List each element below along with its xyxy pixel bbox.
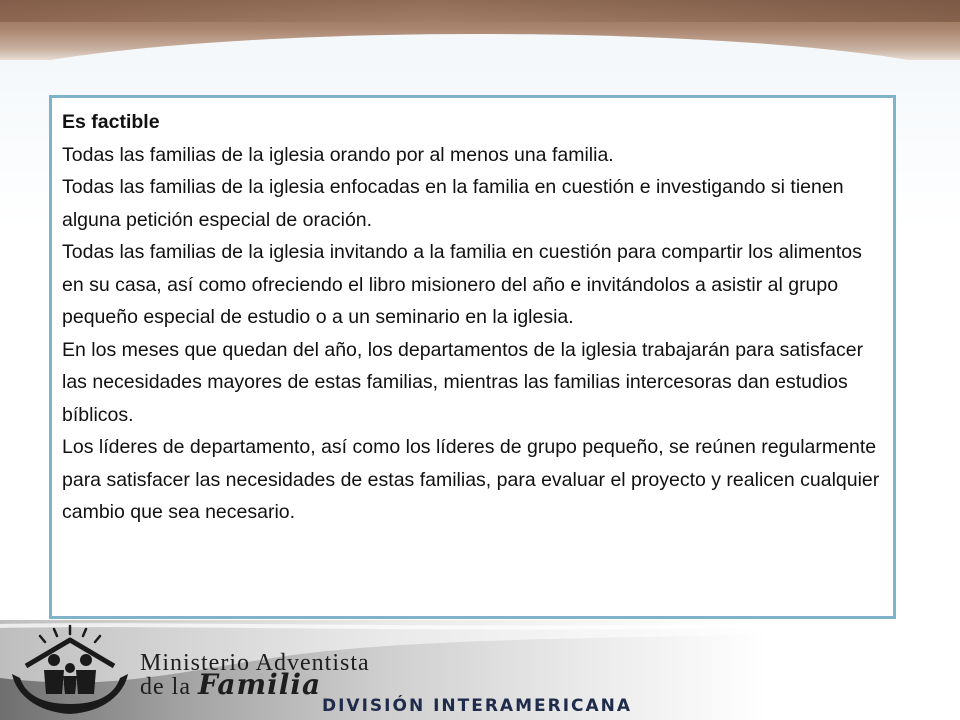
- ministry-name-line2: [140, 668, 370, 701]
- paragraph-1: Todas las familias de la iglesia orando por al menos una familia.: [62, 143, 614, 166]
- ministry-name-line1: Ministerio Adventista: [140, 650, 370, 676]
- division-label: DIVISIÓN INTERAMERICANA: [322, 696, 633, 716]
- paragraph-4: En los meses que quedan del año, los departamentos de la iglesia trabajarán para satisfacer las necesidades mayores de estas familias, mientras las familias intercesoras dan estudios bíblicos.: [62, 338, 864, 426]
- paragraph-5: Los líderes de departamento, así como los líderes de grupo pequeño, se reúnen regularmente para satisfacer las necesidades de estas familias, para evaluar el proyecto y realicen cualquier cambio que sea necesario.: [62, 436, 880, 523]
- ministry-name-script: Familia: [197, 668, 322, 701]
- paragraph-3: Todas las familias de la iglesia invitando a la familia en cuestión para compartir los alimentos en su casa, así como ofreciendo el libro misionero del año e invitándolos a asistir al grupo pequeño especial de estudio o a un seminario en la iglesia.: [62, 241, 862, 328]
- paragraph-2: Todas las familias de la iglesia enfocadas en la familia en cuestión e investigando si tienen alguna petición especial de oración.: [62, 176, 844, 231]
- ministry-name-prefix: de la: [140, 674, 191, 700]
- slide-heading: Es factible: [62, 111, 160, 133]
- family-house-hands-icon: [6, 624, 134, 720]
- ministry-name: [140, 650, 370, 701]
- footer: [0, 620, 960, 720]
- content-text-box: [49, 95, 896, 619]
